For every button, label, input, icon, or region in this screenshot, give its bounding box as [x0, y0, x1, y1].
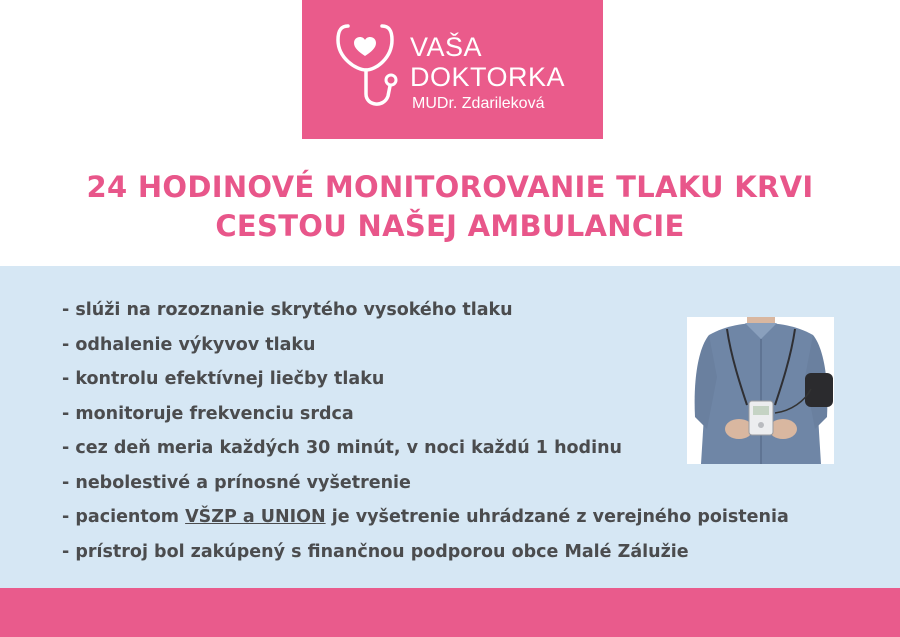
patient-photo: [687, 317, 834, 464]
info-panel: [0, 266, 900, 588]
list-item: - odhalenie výkyvov tlaku: [62, 334, 316, 355]
list-item: - slúži na rozoznanie skrytého vysokého tlaku: [62, 300, 513, 320]
list-item: - monitoruje frekvenciu srdca: [62, 403, 354, 424]
insurance-text-before: - pacientom: [62, 507, 186, 527]
list-item: - nebolestivé a prínosné vyšetrenie: [62, 472, 411, 493]
patient-with-monitor-illustration: [687, 317, 834, 464]
logo-doctor-name: MUDr. Zdarileková: [412, 95, 545, 112]
list-item: - cez deň meria každých 30 minút, v noci každú 1 hodinu: [62, 438, 622, 458]
list-item: - kontrolu efektívnej liečby tlaku: [62, 369, 385, 389]
footer-bar: [0, 588, 900, 637]
logo-title-line1: VAŠA: [410, 32, 483, 62]
page-title: [0, 168, 900, 246]
insurance-names: VŠZP a UNION: [185, 507, 326, 527]
insurance-text-after: je vyšetrenie uhrádzané z verejného poistenia: [325, 507, 789, 527]
list-item: [62, 500, 789, 535]
stethoscope-heart-icon: [334, 22, 406, 112]
logo-box: [302, 0, 603, 139]
page-title-line2: CESTOU NAŠEJ AMBULANCIE: [215, 209, 685, 243]
page-title-line1: 24 HODINOVÉ MONITOROVANIE TLAKU KRVI: [86, 170, 814, 204]
logo-title-line2: DOKTORKA: [410, 62, 566, 92]
benefits-list: [62, 293, 789, 569]
list-item: - prístroj bol zakúpený s finančnou podporou obce Malé Zálužie: [62, 541, 689, 562]
